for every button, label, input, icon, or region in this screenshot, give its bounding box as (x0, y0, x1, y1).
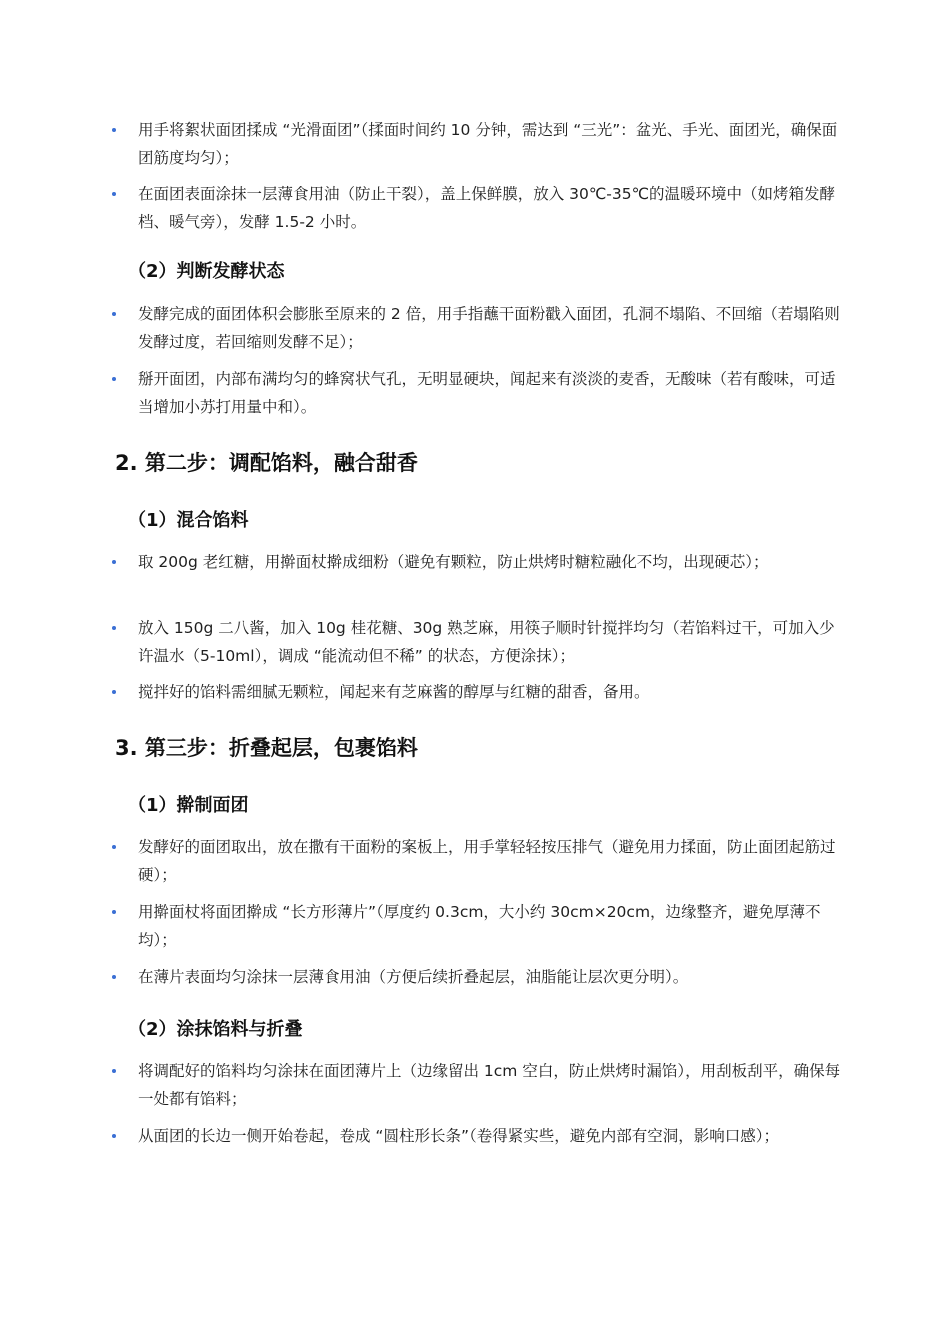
bullet-icon (112, 690, 116, 694)
list-item-text: 用擀面杖将面团擀成 “长方形薄片”（厚度约 0.3cm，大小约 30cm×20cm，边缘整齐，避免厚薄不均）； (138, 903, 821, 949)
list-item (112, 614, 842, 670)
bullet-icon (112, 312, 116, 316)
bullet-icon (112, 1069, 116, 1073)
bullet-icon (112, 910, 116, 914)
subsection-heading: （2）涂抹馅料与折叠 (128, 1019, 303, 1040)
list-item-text: 在面团表面涂抹一层薄食用油（防止干裂），盖上保鲜膜，放入 30℃-35℃的温暖环境中（如烤箱发酵档、暖气旁），发酵 1.5-2 小时。 (138, 185, 836, 231)
list-item (112, 116, 842, 172)
subsection-heading: （1）混合馅料 (128, 510, 249, 531)
list-item (112, 678, 842, 706)
list-item-text: 发酵完成的面团体积会膨胀至原来的 2 倍，用手指蘸干面粉戳入面团，孔洞不塌陷、不回缩（若塌陷则发酵过度，若回缩则发酵不足）； (138, 305, 840, 351)
list-item-text: 用手将絮状面团揉成 “光滑面团”（揉面时间约 10 分钟，需达到 “三光”：盆光、手光、面团光，确保面团筋度均匀）； (138, 121, 838, 167)
list-item-text: 掰开面团，内部布满均匀的蜂窝状气孔，无明显硬块，闻起来有淡淡的麦香，无酸味（若有酸味，可适当增加小苏打用量中和）。 (138, 370, 836, 416)
list-item (112, 833, 842, 889)
bullet-icon (112, 560, 116, 564)
bullet-icon (112, 192, 116, 196)
list-item (112, 898, 842, 954)
list-item (112, 365, 842, 421)
bullet-icon (112, 626, 116, 630)
bullet-icon (112, 1134, 116, 1138)
list-item (112, 963, 842, 991)
list-item (112, 548, 842, 576)
list-item-text: 放入 150g 二八酱，加入 10g 桂花糖、30g 熟芝麻，用筷子顺时针搅拌均匀（若馅料过干，可加入少许温水（5-10ml），调成 “能流动但不稀” 的状态，方便涂抹）； (138, 619, 835, 665)
list-item-text: 取 200g 老红糖，用擀面杖擀成细粉（避免有颗粒，防止烘烤时糖粒融化不均，出现硬芯）； (138, 553, 769, 571)
section-heading: 2. 第二步：调配馅料，融合甜香 (115, 451, 418, 475)
bullet-icon (112, 845, 116, 849)
bullet-icon (112, 377, 116, 381)
list-item (112, 180, 842, 236)
list-item-text: 发酵好的面团取出，放在撒有干面粉的案板上，用手掌轻轻按压排气（避免用力揉面，防止面团起筋过硬）； (138, 838, 836, 884)
bullet-icon (112, 975, 116, 979)
section-heading: 3. 第三步：折叠起层，包裹馅料 (115, 736, 418, 760)
list-item-text: 从面团的长边一侧开始卷起，卷成 “圆柱形长条”（卷得紧实些，避免内部有空洞，影响口感）； (138, 1127, 779, 1145)
subsection-heading: （1）擀制面团 (128, 795, 249, 816)
list-item (112, 1057, 842, 1113)
subsection-heading: （2）判断发酵状态 (128, 261, 285, 282)
list-item-text: 将调配好的馅料均匀涂抹在面团薄片上（边缘留出 1cm 空白，防止烘烤时漏馅），用刮板刮平，确保每一处都有馅料； (138, 1062, 841, 1108)
bullet-icon (112, 128, 116, 132)
list-item-text: 搅拌好的馅料需细腻无颗粒，闻起来有芝麻酱的醇厚与红糖的甜香，备用。 (138, 683, 650, 701)
list-item (112, 1122, 842, 1150)
list-item (112, 300, 842, 356)
list-item-text: 在薄片表面均匀涂抹一层薄食用油（方便后续折叠起层，油脂能让层次更分明）。 (138, 968, 689, 986)
